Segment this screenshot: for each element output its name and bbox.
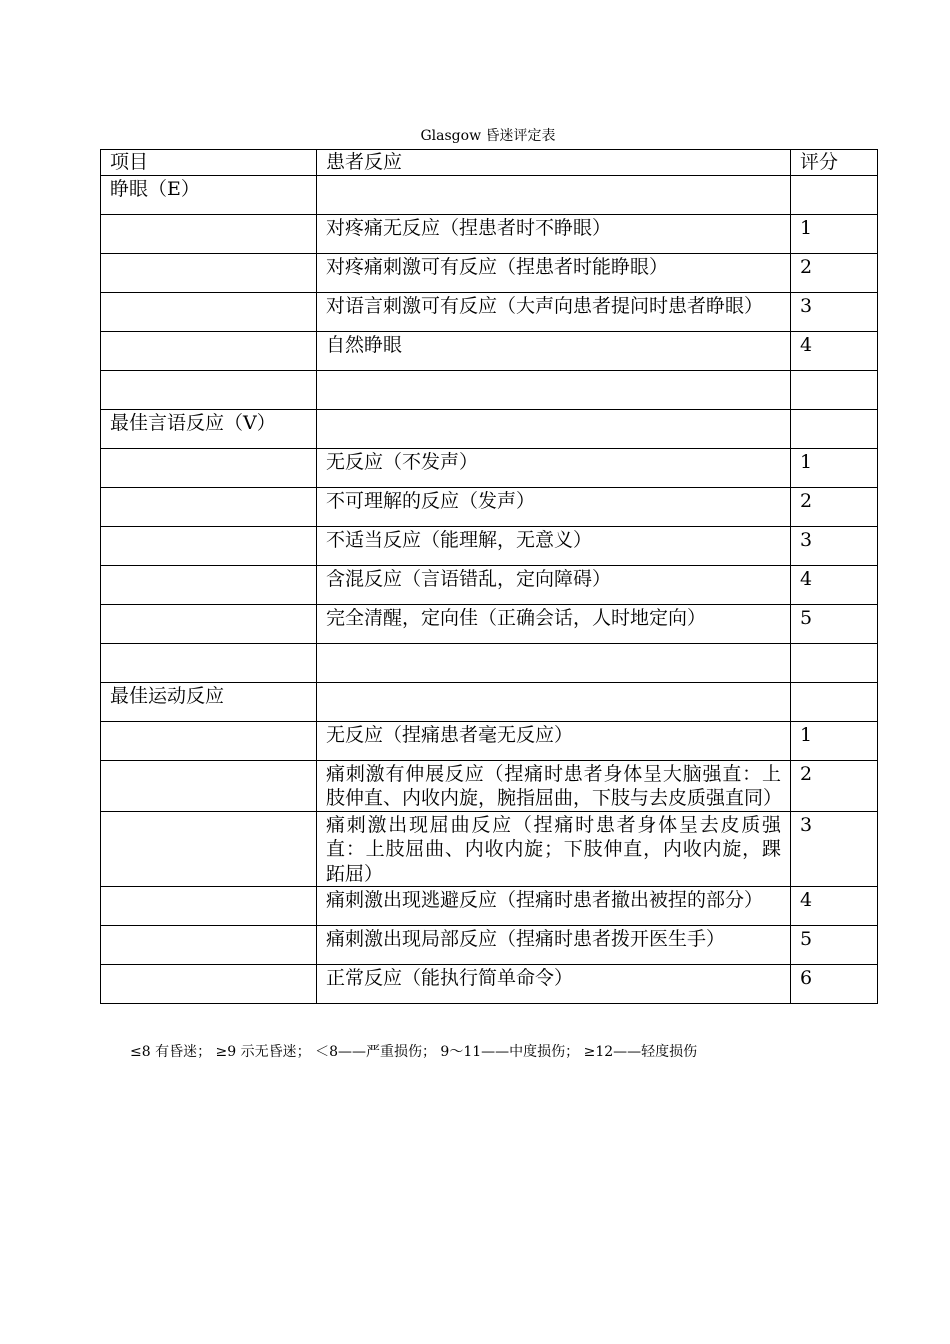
empty-cell (317, 175, 791, 214)
table-row (101, 292, 878, 331)
empty-cell (791, 175, 878, 214)
response-cell: 无反应（不发声） (317, 448, 791, 487)
table-row (101, 526, 878, 565)
empty-cell (101, 760, 317, 811)
response-cell: 痛刺激有伸展反应（捏痛时患者身体呈大脑强直：上肢伸直、内收内旋，腕指屈曲，下肢与去皮质强直同） (317, 760, 791, 811)
table-row (101, 926, 878, 965)
header-response: 患者反应 (317, 150, 791, 176)
empty-cell (101, 214, 317, 253)
response-cell: 自然睁眼 (317, 331, 791, 370)
score-cell: 1 (791, 214, 878, 253)
empty-cell (101, 604, 317, 643)
response-cell: 对疼痛刺激可有反应（捏患者时能睁眼） (317, 253, 791, 292)
score-cell: 2 (791, 253, 878, 292)
score-cell: 3 (791, 526, 878, 565)
empty-cell (317, 643, 791, 682)
response-cell: 正常反应（能执行简单命令） (317, 965, 791, 1004)
empty-cell (791, 370, 878, 409)
empty-cell (101, 965, 317, 1004)
score-cell: 3 (791, 292, 878, 331)
score-cell: 1 (791, 721, 878, 760)
section-row-motor (101, 682, 878, 721)
response-cell: 对疼痛无反应（捏患者时不睁眼） (317, 214, 791, 253)
score-interpretation-note: ≤8 有昏迷； ≥9 示无昏迷； ＜8——严重损伤； 9～11——中度损伤； ≥12——轻度损伤 (130, 1044, 698, 1060)
section-label-eye: 睁眼（E） (101, 175, 317, 214)
empty-cell (101, 331, 317, 370)
score-cell: 4 (791, 331, 878, 370)
empty-cell (101, 448, 317, 487)
empty-cell (101, 292, 317, 331)
section-row-eye (101, 175, 878, 214)
table-row (101, 565, 878, 604)
score-cell: 3 (791, 811, 878, 887)
empty-cell (101, 370, 317, 409)
table-row (101, 214, 878, 253)
table-row (101, 887, 878, 926)
empty-cell (101, 253, 317, 292)
header-item: 项目 (101, 150, 317, 176)
section-label-verbal: 最佳言语反应（V） (101, 409, 317, 448)
empty-cell (101, 565, 317, 604)
response-cell: 不适当反应（能理解，无意义） (317, 526, 791, 565)
glasgow-coma-scale-table (100, 149, 878, 1004)
empty-cell (101, 887, 317, 926)
response-cell: 完全清醒，定向佳（正确会话，人时地定向） (317, 604, 791, 643)
section-row-verbal (101, 409, 878, 448)
empty-cell (791, 682, 878, 721)
empty-cell (101, 526, 317, 565)
table-row (101, 760, 878, 811)
response-cell: 对语言刺激可有反应（大声向患者提问时患者睁眼） (317, 292, 791, 331)
score-cell: 4 (791, 887, 878, 926)
response-cell: 含混反应（言语错乱，定向障碍） (317, 565, 791, 604)
empty-cell (101, 721, 317, 760)
empty-cell (101, 926, 317, 965)
score-cell: 1 (791, 448, 878, 487)
header-score: 评分 (791, 150, 878, 176)
empty-cell (317, 370, 791, 409)
spacer-row (101, 370, 878, 409)
response-cell: 痛刺激出现局部反应（捏痛时患者拨开医生手） (317, 926, 791, 965)
table-row (101, 721, 878, 760)
table-row (101, 604, 878, 643)
table-row (101, 448, 878, 487)
spacer-row (101, 643, 878, 682)
table-row (101, 965, 878, 1004)
table-row (101, 253, 878, 292)
table-row (101, 487, 878, 526)
table-header-row (101, 150, 878, 176)
document-title: Glasgow 昏迷评定表 (420, 128, 556, 144)
score-cell: 2 (791, 487, 878, 526)
table-row (101, 331, 878, 370)
response-cell: 痛刺激出现屈曲反应（捏痛时患者身体呈去皮质强直：上肢屈曲、内收内旋；下肢伸直，内收内旋，踝跖屈） (317, 811, 791, 887)
score-cell: 5 (791, 926, 878, 965)
score-cell: 6 (791, 965, 878, 1004)
score-cell: 2 (791, 760, 878, 811)
score-cell: 4 (791, 565, 878, 604)
empty-cell (791, 409, 878, 448)
empty-cell (101, 811, 317, 887)
response-cell: 不可理解的反应（发声） (317, 487, 791, 526)
empty-cell (317, 682, 791, 721)
table-row (101, 811, 878, 887)
response-cell: 痛刺激出现逃避反应（捏痛时患者撤出被捏的部分） (317, 887, 791, 926)
empty-cell (101, 643, 317, 682)
section-label-motor: 最佳运动反应 (101, 682, 317, 721)
empty-cell (791, 643, 878, 682)
empty-cell (317, 409, 791, 448)
response-cell: 无反应（捏痛患者毫无反应） (317, 721, 791, 760)
empty-cell (101, 487, 317, 526)
score-cell: 5 (791, 604, 878, 643)
